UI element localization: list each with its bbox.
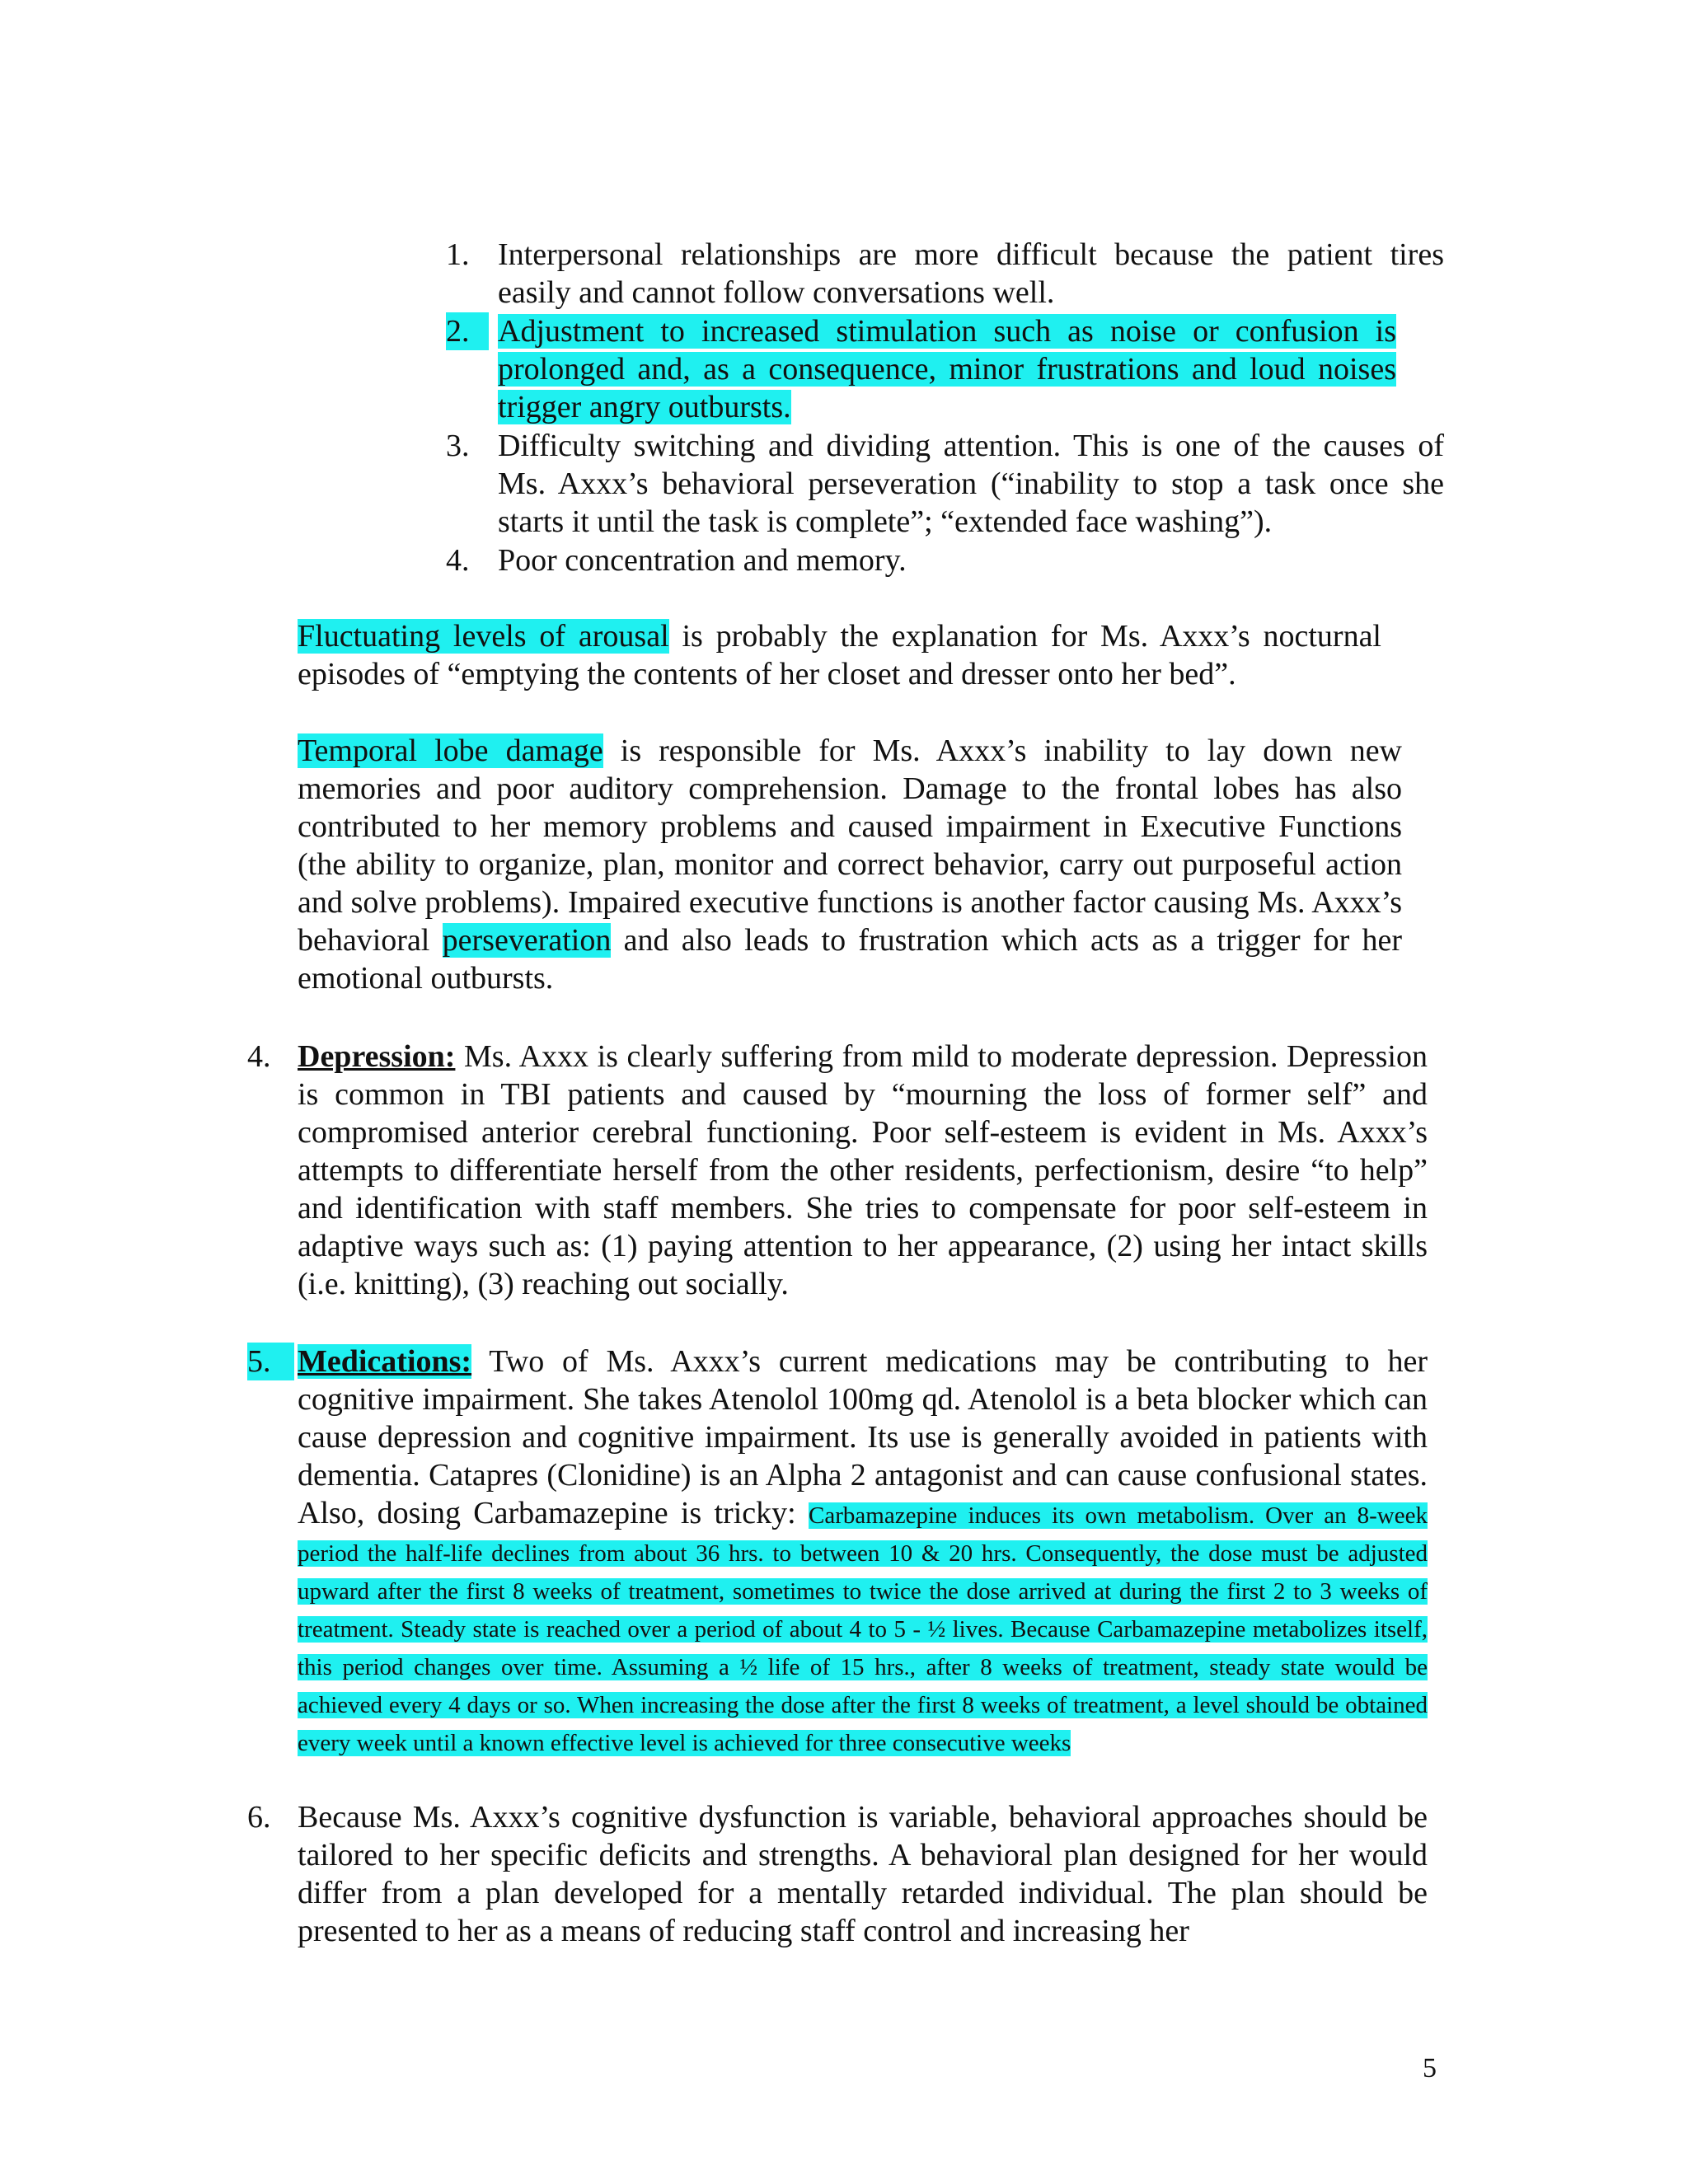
- sub-list-number-4: 4.: [446, 543, 470, 578]
- medications-text: Two of Ms. Axxx’s current medications may be contributing to her cognitive impairment. She takes Atenolol 100mg qd. Atenolol is a beta blocker which can cause depression and cognitive impairment. Its use is generally avoided in patients with dementia. Catapres (Clonidine) is an Alpha 2 antagonist and can cause confusional states. Also, dosing Carbamazepine is tricky:: [298, 1344, 1428, 1530]
- temporal-lobe-text-end: and also leads to frustration which acts as a trigger for her emotional outbursts.: [298, 923, 1403, 996]
- sub-list-number-1: 1.: [446, 237, 470, 272]
- arousal-highlight: Fluctuating levels of arousal: [298, 619, 669, 654]
- medications-paragraph: [298, 1343, 1428, 1760]
- sub-list-item-4: Poor concentration and memory.: [498, 543, 907, 578]
- sub-list-item-2: [498, 312, 1396, 426]
- arousal-text: is probably the explanation for Ms. Axxx’s nocturnal episodes of “emptying the contents of her closet and dresser onto her bed”.: [298, 619, 1381, 691]
- sub-list-number-2: 2.: [446, 312, 489, 350]
- carbamazepine-highlight: Carbamazepine induces its own metabolism. Over an 8-week period the half-life declines from about 36 hrs. to between 10 & 20 hrs. Consequently, the dose must be adjusted upward after the first 8 weeks of treatment, sometimes to twice the dose arrived at during the first 2 to 3 weeks of treatment. Steady state is reached over a period of about 4 to 5 - ½ lives. Because Carbamazepine metabolizes itself, this period changes over time. Assuming a ½ life of 15 hrs., after 8 weeks of treatment, steady state would be achieved every 4 days or so. When increasing the dose after the first 8 weeks of treatment, a level should be obtained every week until a known effective level is achieved for three consecutive weeks: [298, 1502, 1428, 1756]
- sub-list-item-2-highlight: Adjustment to increased stimulation such as noise or confusion is prolonged and, as a consequence, minor frustrations and loud noises trigger angry outbursts.: [498, 314, 1396, 424]
- behavioral-paragraph: Because Ms. Axxx’s cognitive dysfunction is variable, behavioral approaches should be tailored to her specific deficits and strengths. A behavioral plan designed for her would differ from a plan developed for a mentally retarded individual. The plan should be presented to her as a means of reducing staff control and increasing her: [298, 1800, 1428, 1948]
- sub-list-item-3: Difficulty switching and dividing attention. This is one of the causes of Ms. Axxx’s behavioral perseveration (“inability to stop a task once she starts it until the task is complete”; “extended face washing”).: [498, 429, 1444, 539]
- item-4-number: 4.: [247, 1039, 271, 1074]
- item-6-number: 6.: [247, 1800, 271, 1835]
- temporal-lobe-text: is responsible for Ms. Axxx’s inability to lay down new memories and poor auditory comprehension. Damage to the frontal lobes has also contributed to her memory problems and caused impairment in Executive Functions (the ability to organize, plan, monitor and correct behavior, carry out purposeful action and solve problems). Impaired executive functions is another factor causing Ms. Axxx’s behavioral: [298, 733, 1402, 958]
- depression-text: Ms. Axxx is clearly suffering from mild to moderate depression. Depression is common in TBI patients and caused by “mourning the loss of former self” and compromised anterior cerebral functioning. Poor self-esteem is evident in Ms. Axxx’s attempts to differentiate herself from the other residents, perfectionism, desire “to help” and identification with staff members. She tries to compensate for poor self-esteem in adaptive ways such as: (1) paying attention to her appearance, (2) using her intact skills (i.e. knitting), (3) reaching out socially.: [298, 1039, 1428, 1301]
- depression-paragraph: [298, 1038, 1428, 1303]
- depression-heading: Depression:: [298, 1039, 456, 1074]
- item-5-number: 5.: [247, 1343, 294, 1380]
- page-number: 5: [1423, 2053, 1437, 2083]
- perseveration-highlight: perseveration: [442, 923, 612, 958]
- temporal-lobe-highlight: Temporal lobe damage: [298, 733, 603, 768]
- sub-list-number-3: 3.: [446, 429, 470, 463]
- sub-list-item-1: Interpersonal relationships are more difficult because the patient tires easily and cannot follow conversations well.: [498, 237, 1444, 310]
- temporal-lobe-paragraph: [298, 732, 1402, 997]
- arousal-paragraph: [298, 617, 1381, 693]
- medications-heading: Medications:: [298, 1344, 472, 1379]
